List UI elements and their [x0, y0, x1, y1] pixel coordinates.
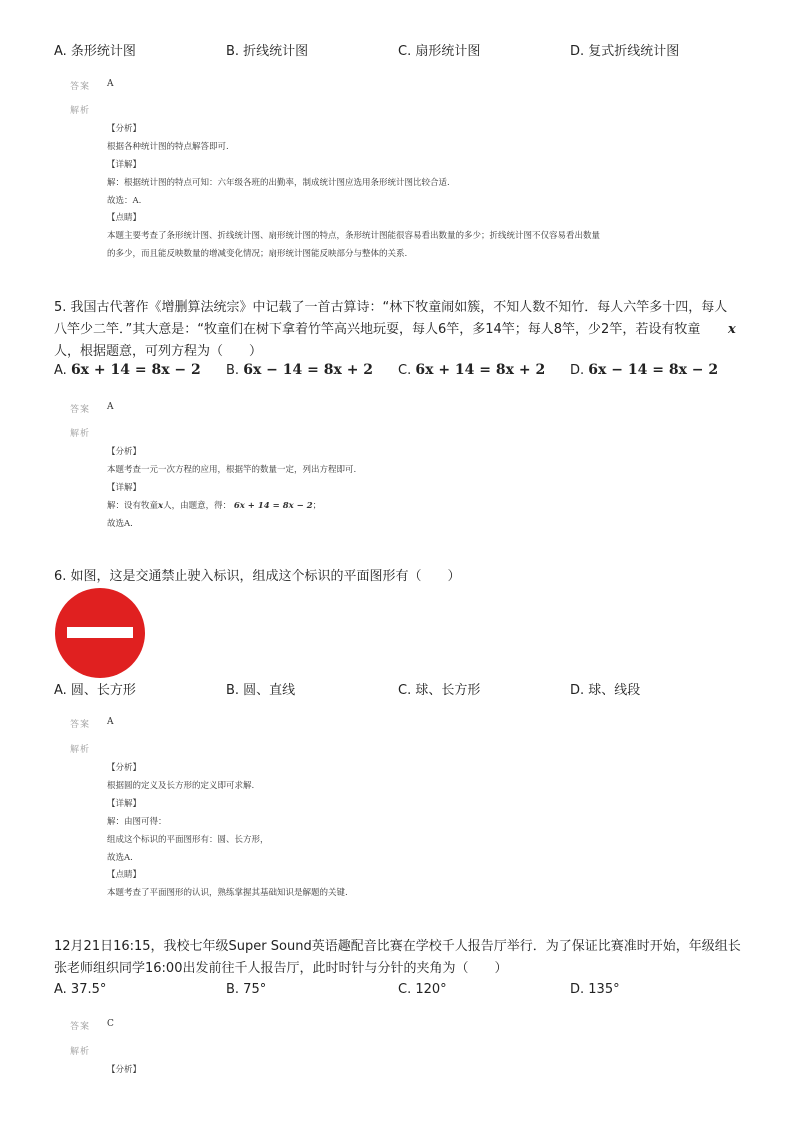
q5-question-line: 人，根据题意，可列方程为（ ）: [54, 344, 263, 359]
q7-question-line: 张老师组织同学16:00出发前往千人报告厅，此时时针与分针的夹角为（ ）: [54, 961, 508, 976]
q5-sol-equation: 6x + 14 = 8x − 2: [233, 501, 313, 511]
q5-sol-line: 故选A.: [107, 519, 133, 529]
q4-option-d[interactable]: D. 复式折线统计图: [570, 44, 680, 59]
q4-option-c[interactable]: C. 扇形统计图: [398, 44, 481, 59]
q6-sol-line: 【点睛】: [107, 870, 142, 880]
q7-option-b[interactable]: B. 75°: [226, 982, 267, 997]
q4-option-a[interactable]: A. 条形统计图: [54, 44, 136, 59]
q5-option-d[interactable]: [570, 362, 718, 378]
q5-option-a[interactable]: [54, 362, 201, 378]
q4-sol-line: 【分析】: [107, 124, 142, 134]
q4-answer-value: A: [107, 79, 114, 89]
q5-option-equation: 6x − 14 = 8x + 2: [243, 362, 374, 378]
q5-variable: x: [728, 322, 736, 337]
q4-sol-line: 根据各种统计图的特点解答即可.: [107, 142, 229, 152]
q4-sol-line: 【点睛】: [107, 213, 142, 223]
q5-option-equation: 6x + 14 = 8x − 2: [70, 362, 201, 378]
q6-option-a[interactable]: A. 圆、长方形: [54, 683, 136, 698]
q6-sol-line: 故选A.: [107, 853, 133, 863]
q6-sol-line: 本题考查了平面图形的认识，熟练掌握其基础知识是解题的关键.: [107, 888, 348, 898]
q6-sol-line: 组成这个标识的平面图形有：圆、长方形，: [107, 835, 269, 845]
q4-analysis-label: 解析: [70, 106, 91, 116]
q4-answer-label: 答案: [70, 82, 91, 92]
q6-option-b[interactable]: B. 圆、直线: [226, 683, 296, 698]
q4-sol-line: 故选：A.: [107, 196, 142, 206]
q7-question-line: 12月21日16:15，我校七年级Super Sound英语趣配音比赛在学校千人报告厅举行．为了保证比赛准时开始，年级组长: [54, 939, 741, 954]
q7-option-c[interactable]: C. 120°: [398, 982, 447, 997]
q6-answer-label: 答案: [70, 720, 91, 730]
q5-option-c[interactable]: [398, 362, 545, 378]
q4-sol-line: 本题主要考查了条形统计图、折线统计图、扇形统计图的特点，条形统计图能很容易看出数量的多少；折线统计图不仅容易看出数量: [107, 231, 601, 241]
sign-bar: [67, 627, 133, 638]
q5-answer-label: 答案: [70, 405, 91, 415]
q4-option-b[interactable]: B. 折线统计图: [226, 44, 309, 59]
q6-analysis-label: 解析: [70, 745, 91, 755]
q7-answer-value: C: [107, 1019, 114, 1029]
q6-option-d[interactable]: D. 球、线段: [570, 683, 641, 698]
q5-answer-value: A: [107, 402, 114, 412]
q7-analysis-label: 解析: [70, 1047, 91, 1057]
q7-sol-line: 【分析】: [107, 1065, 142, 1075]
q5-sol-line: 【分析】: [107, 447, 142, 457]
q6-sol-line: 根据圆的定义及长方形的定义即可求解.: [107, 781, 255, 791]
q5-option-letter: D.: [570, 363, 585, 378]
q5-sol-line: [107, 499, 321, 511]
q6-option-c[interactable]: C. 球、长方形: [398, 683, 481, 698]
q5-analysis-label: 解析: [70, 429, 91, 439]
q4-sol-line: 【详解】: [107, 160, 142, 170]
q7-option-a[interactable]: A. 37.5°: [54, 982, 107, 997]
q5-option-equation: 6x + 14 = 8x + 2: [415, 362, 546, 378]
q6-question: 6. 如图，这是交通禁止驶入标识，组成这个标识的平面图形有（ ）: [54, 569, 461, 584]
q5-sol-text: 人，由题意，得：: [163, 501, 232, 511]
q6-sol-line: 【详解】: [107, 799, 142, 809]
q7-option-d[interactable]: D. 135°: [570, 982, 620, 997]
q4-sol-line: 解：根据统计图的特点可知：六年级各班的出勤率，制成统计图应选用条形统计图比较合适.: [107, 178, 450, 188]
q5-option-letter: C.: [398, 363, 412, 378]
q5-option-letter: B.: [226, 363, 240, 378]
q5-sol-text: ；: [312, 501, 322, 511]
no-entry-sign-image: [54, 587, 146, 679]
q5-sol-line: 【详解】: [107, 483, 142, 493]
q4-sol-line: 的多少，而且能反映数量的增减变化情况；扇形统计图能反映部分与整体的关系.: [107, 249, 408, 259]
q6-sol-line: 【分析】: [107, 763, 142, 773]
q5-question-line: 5. 我国古代著作《增删算法统宗》中记载了一首古算诗：“林下牧童闹如簇，不知人数不知竹．每人六竿多十四，每人: [54, 300, 728, 315]
q5-sol-line: 本题考查一元一次方程的应用，根据竿的数量一定，列出方程即可.: [107, 465, 357, 475]
q5-sol-text: 解：设有牧童: [107, 501, 159, 511]
q6-answer-value: A: [107, 717, 114, 727]
q5-option-equation: 6x − 14 = 8x − 2: [588, 362, 719, 378]
q5-question-line: 八竿少二竿．”其大意是：“牧童们在树下拿着竹竿高兴地玩耍，每人6竿，多14竿；每人8竿，少2竿，若设有牧童: [54, 322, 701, 337]
q7-answer-label: 答案: [70, 1022, 91, 1032]
q5-sol-variable: x: [158, 501, 164, 511]
q6-sol-line: 解：由图可得：: [107, 817, 167, 827]
q5-option-b[interactable]: [226, 362, 373, 378]
q5-option-letter: A.: [54, 363, 67, 378]
